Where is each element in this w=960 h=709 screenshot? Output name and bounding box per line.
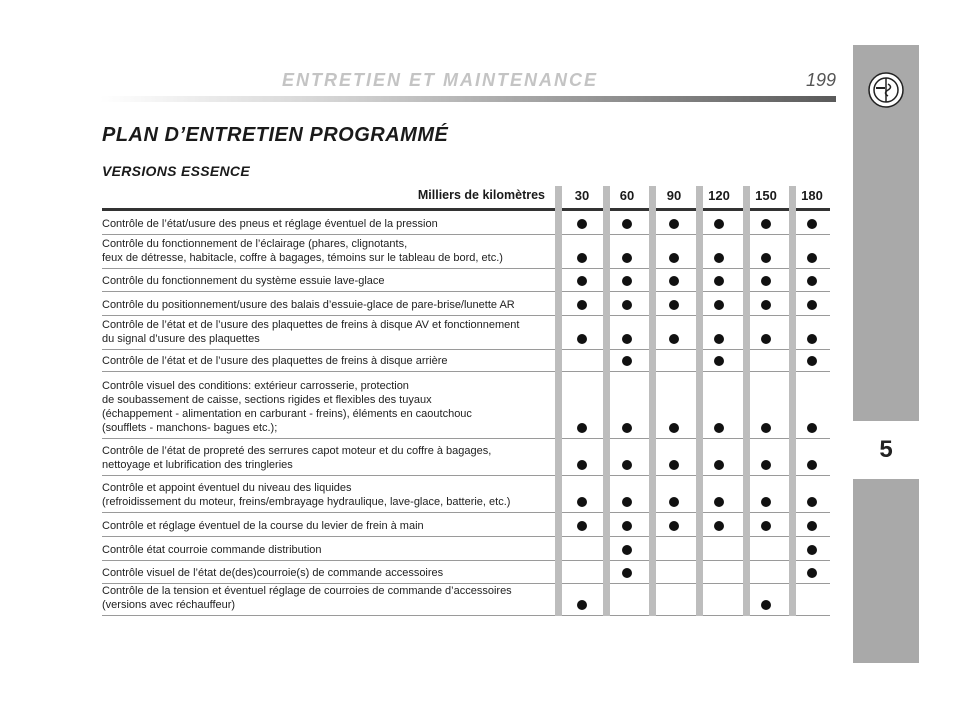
table-row [102, 513, 830, 537]
service-dot [714, 460, 724, 470]
service-dot [714, 497, 724, 507]
service-dot [807, 460, 817, 470]
row-label: Contrôle du fonctionnement de l’éclairage (phares, clignotants, feux de détresse, habitacle, coffre à bagages, témoins sur le tableau de bord, etc.) [102, 238, 503, 264]
page-number: 199 [805, 70, 836, 90]
row-label: Contrôle état courroie commande distribution [102, 544, 322, 556]
table-row [102, 561, 830, 584]
table-row [102, 269, 830, 292]
column-separator [603, 186, 610, 616]
service-dot [714, 423, 724, 433]
service-dot [807, 521, 817, 531]
service-dot [669, 253, 679, 263]
row-label: Contrôle visuel des conditions: extérieur carrosserie, protection de soubassement de caisse, sections rigides et flexibles des tuyaux (échappement - alimentation en carburant - freins), éléments en caoutchouc (soufflets - manchons- bagues etc.); [102, 380, 472, 434]
table-row [102, 292, 830, 316]
service-dot [622, 497, 632, 507]
service-dot [761, 423, 771, 433]
service-dot [622, 423, 632, 433]
row-label: Contrôle visuel de l’état de(des)courroie(s) de commande accessoires [102, 567, 444, 579]
service-dot [577, 253, 587, 263]
service-dot [622, 521, 632, 531]
service-dot [577, 600, 587, 610]
unit-label: Milliers de kilomètres [417, 188, 545, 202]
header-title: ENTRETIEN ET MAINTENANCE [281, 70, 598, 90]
table-row [102, 537, 830, 561]
service-dot [714, 356, 724, 366]
service-dot [761, 300, 771, 310]
table-row [102, 584, 830, 616]
service-dot [622, 460, 632, 470]
service-dot [622, 356, 632, 366]
service-dot [807, 356, 817, 366]
service-dot [714, 300, 724, 310]
service-dot [761, 460, 771, 470]
service-dot [761, 219, 771, 229]
row-label: Contrôle et réglage éventuel de la course du levier de frein à main [102, 520, 424, 532]
service-dot [761, 334, 771, 344]
header-rule [100, 96, 836, 102]
table-row [102, 350, 830, 372]
service-dot [577, 276, 587, 286]
service-dot [669, 300, 679, 310]
table-row [102, 211, 830, 235]
service-dot [714, 253, 724, 263]
service-dot [714, 334, 724, 344]
table-row [102, 235, 830, 269]
service-dot [807, 219, 817, 229]
service-dot [807, 497, 817, 507]
service-dot [622, 568, 632, 578]
service-dot [669, 334, 679, 344]
table-row [102, 316, 830, 350]
column-header: 180 [801, 188, 823, 203]
service-dot [577, 460, 587, 470]
column-separator [789, 186, 796, 616]
service-dot [761, 276, 771, 286]
column-separator [696, 186, 703, 616]
service-dot [577, 497, 587, 507]
service-dot [622, 253, 632, 263]
service-dot [807, 253, 817, 263]
service-dot [622, 300, 632, 310]
service-dot [669, 219, 679, 229]
service-dot [622, 276, 632, 286]
service-dot [807, 276, 817, 286]
column-separator [555, 186, 562, 616]
row-label: Contrôle de la tension et éventuel réglage de courroies de commande d’accessoires (versions avec réchauffeur) [102, 585, 512, 611]
service-dot [577, 334, 587, 344]
chapter-number: 5 [853, 421, 919, 479]
service-dot [622, 545, 632, 555]
row-label: Contrôle de l’état et de l’usure des plaquettes de freins à disque AV et fonctionnement du signal d’usure des plaquettes [102, 319, 520, 345]
service-dot [669, 276, 679, 286]
service-dot [761, 253, 771, 263]
column-header: 90 [666, 188, 682, 203]
column-header: 30 [574, 188, 590, 203]
service-dot [761, 497, 771, 507]
service-dot [577, 300, 587, 310]
row-label: Contrôle du fonctionnement du système essuie lave-glace [102, 275, 385, 287]
service-dot [577, 521, 587, 531]
service-dot [669, 423, 679, 433]
column-header: 120 [708, 188, 730, 203]
side-tab [853, 45, 919, 663]
service-dot [807, 334, 817, 344]
table-row [102, 476, 830, 513]
service-dot [669, 521, 679, 531]
page-title: PLAN D’ENTRETIEN PROGRAMMÉ [102, 124, 449, 146]
service-dot [622, 334, 632, 344]
service-dot [622, 219, 632, 229]
service-dot [761, 600, 771, 610]
service-dot [807, 545, 817, 555]
service-dot [807, 568, 817, 578]
column-separator [743, 186, 750, 616]
service-dot [714, 276, 724, 286]
service-dot [807, 300, 817, 310]
row-label: Contrôle du positionnement/usure des balais d’essuie-glace de pare-brise/lunette AR [102, 299, 515, 311]
table-row [102, 439, 830, 476]
service-dot [669, 460, 679, 470]
service-dot [761, 521, 771, 531]
service-dot [714, 219, 724, 229]
row-label: Contrôle de l’état/usure des pneus et réglage éventuel de la pression [102, 218, 438, 230]
service-dot [669, 497, 679, 507]
service-dot [714, 521, 724, 531]
row-label: Contrôle de l’état de propreté des serrures capot moteur et du coffre à bagages, nettoyage et lubrification des tringleries [102, 445, 492, 471]
table-row [102, 372, 830, 439]
column-header: 150 [755, 188, 777, 203]
column-separator [649, 186, 656, 616]
row-label: Contrôle de l’état et de l’usure des plaquettes de freins à disque arrière [102, 355, 448, 367]
row-label: Contrôle et appoint éventuel du niveau des liquides (refroidissement du moteur, freins/embrayage hydraulique, lave-glace, batterie, etc.) [102, 482, 511, 508]
service-dot [577, 219, 587, 229]
service-dot [577, 423, 587, 433]
column-header: 60 [619, 188, 635, 203]
service-dot [807, 423, 817, 433]
section-title: VERSIONS ESSENCE [102, 163, 250, 179]
